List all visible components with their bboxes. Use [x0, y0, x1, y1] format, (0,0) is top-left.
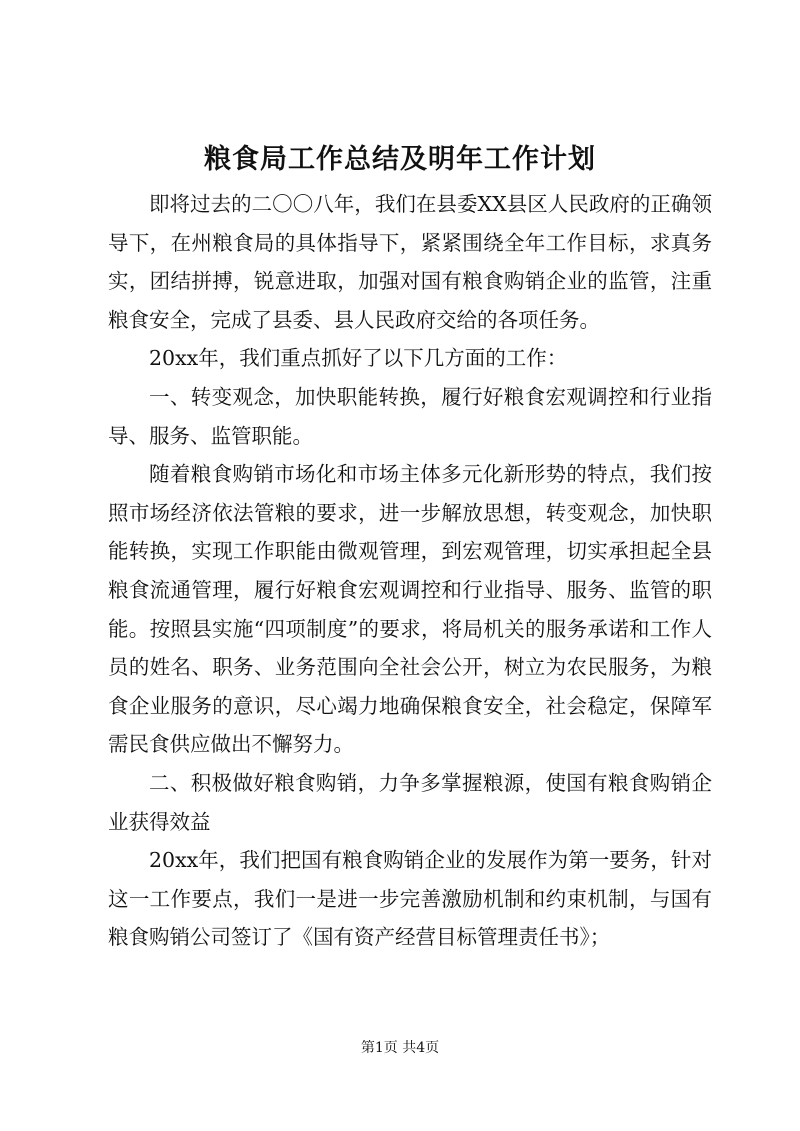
document-body	[108, 185, 712, 957]
paragraph-intro: 即将过去的二〇〇八年，我们在县委XX县区人民政府的正确领导下，在州粮食局的具体指导下，紧紧围绕全年工作目标，求真务实，团结拼搏，锐意进取，加强对国有粮食购销企业的监管，注重粮食安全，完成了县委、县人民政府交给的各项任务。	[108, 192, 712, 332]
document-title: 粮食局工作总结及明年工作计划	[204, 144, 596, 175]
paragraph-section-1: 随着粮食购销市场化和市场主体多元化新形势的特点，我们按照市场经济依法管粮的要求，进一步解放思想，转变观念，加快职能转换，实现工作职能由微观管理，到宏观管理，切实承担起全县粮食流通管理，履行好粮食宏观调控和行业指导、服务、监管的职能。按照县实施“四项制度”的要求，将局机关的服务承诺和工作人员的姓名、职务、业务范围向全社会公开，树立为农民服务，为粮食企业服务的意识，尽心竭力地确保粮食安全，社会稳定，保障军需民食供应做出不懈努力。	[108, 462, 712, 757]
paragraph-summary-lead: 20xx年，我们重点抓好了以下几方面的工作：	[149, 346, 568, 371]
section-heading-2: 二、积极做好粮食购销，力争多掌握粮源，使国有粮食购销企业获得效益	[108, 770, 712, 834]
paragraph-section-2: 20xx年，我们把国有粮食购销企业的发展作为第一要务，针对这一工作要点，我们一是进一步完善激励机制和约束机制，与国有粮食购销公司签订了《国有资产经营目标管理责任书》；	[108, 848, 712, 950]
page-number: 第1页 共4页	[360, 1040, 440, 1056]
section-heading-1: 一、转变观念，加快职能转换，履行好粮食宏观调控和行业指导、服务、监管职能。	[108, 384, 712, 448]
